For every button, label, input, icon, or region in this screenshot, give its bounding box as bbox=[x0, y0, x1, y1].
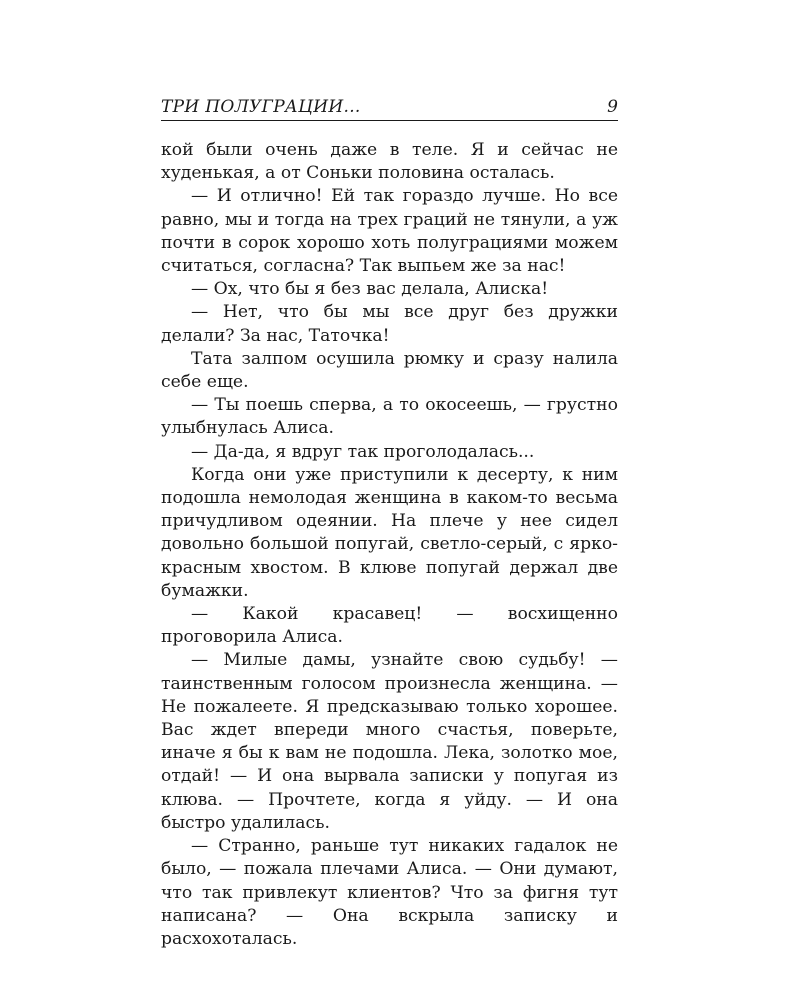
paragraph: — И отлично! Ей так гораздо лучше. Но все равно, мы и тогда на трех граций не тянули, а уж почти в сорок хорошо хоть полуграциями можем считаться, согласна? Так выпьем же за нас! bbox=[161, 186, 618, 277]
paragraph: — Ох, что бы я без вас делала, Алиска! bbox=[191, 279, 549, 300]
paragraph: кой были очень даже в теле. Я и сейчас не худенькая, а от Соньки половина осталась. bbox=[161, 140, 618, 184]
paragraph: — Странно, раньше тут никаких гадалок не было, — пожала плечами Алиса. — Они думают, что так привлекут клиентов? Что за фигня тут написана? — Она вскрыла записку и расхохоталась. bbox=[161, 836, 618, 949]
paragraph: — Да-да, я вдруг так проголодалась... bbox=[191, 441, 535, 462]
running-header bbox=[161, 88, 618, 121]
paragraph: — Нет, что бы мы все друг без дружки делали? За нас, Таточка! bbox=[161, 302, 618, 346]
paragraph: — Какой красавец! — восхищенно проговорила Алиса. bbox=[161, 604, 618, 648]
page-number: 9 bbox=[607, 97, 618, 117]
book-page bbox=[161, 88, 618, 951]
paragraph: Тата залпом осушила рюмку и сразу налила себе еще. bbox=[161, 348, 618, 393]
paragraph: Когда они уже приступили к десерту, к ним подошла немолодая женщина в каком-то весьма причудливом одеянии. На плече у нее сидел довольно большой попугай, светло-серый, с ярко-красным хвостом. В клюве попугай держал две бумажки. bbox=[161, 464, 618, 601]
paragraph: — Ты поешь сперва, а то окосеешь, — грустно улыбнулась Алиса. bbox=[161, 395, 618, 439]
paragraph: — Милые дамы, узнайте свою судьбу! — таинственным голосом произнесла женщина. — Не пожалеете. Я предсказываю только хорошее. Вас ждет впереди много счастья, поверьте, иначе я бы к вам не подошла. Лека, золотко мое, отдай! — И она вырвала записки у попугая из клюва. — Прочтете, когда я уйду. — И она быстро удалилась. bbox=[161, 650, 618, 833]
body-text bbox=[161, 139, 618, 951]
running-title: ТРИ ПОЛУГРАЦИИ... bbox=[161, 97, 361, 117]
